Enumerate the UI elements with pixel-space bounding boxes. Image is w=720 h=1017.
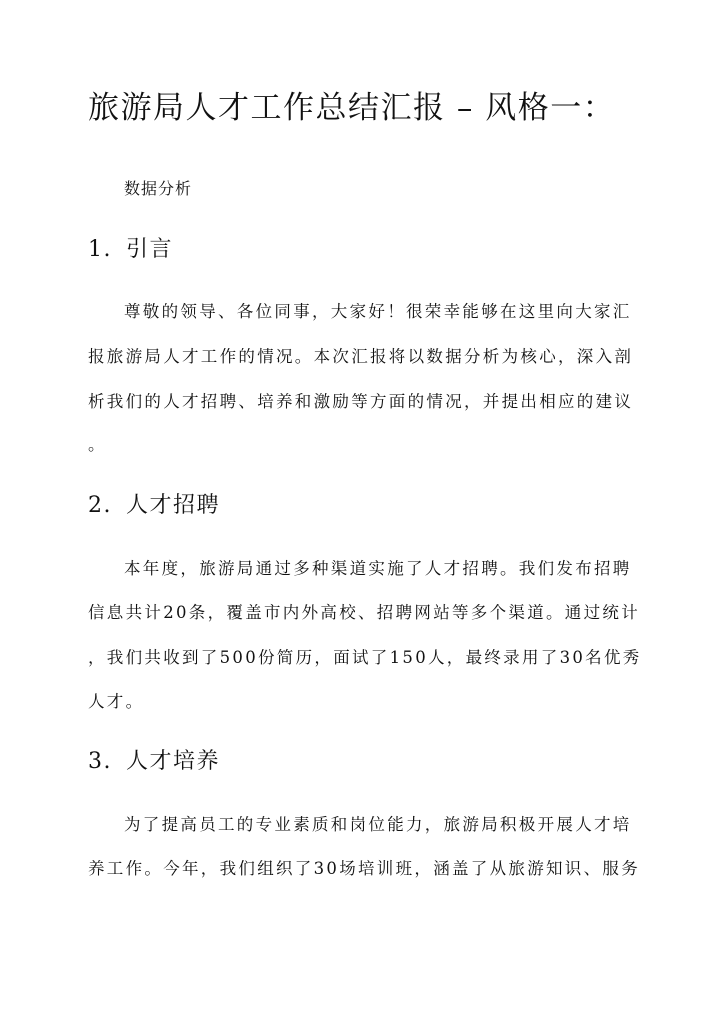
paragraph-line: 养工作。今年，我们组织了30场培训班，涵盖了从旅游知识、服务 [88, 859, 640, 878]
paragraph-line: 报旅游局人才工作的情况。本次汇报将以数据分析为核心，深入剖 [88, 347, 634, 366]
section-number: 2. [88, 493, 112, 518]
paragraph-line: 。 [88, 435, 107, 454]
document-title: 旅游局人才工作总结汇报 – 风格一： [88, 90, 616, 126]
paragraph-line: 尊敬的领导、各位同事，大家好！很荣幸能够在这里向大家汇 [124, 302, 632, 321]
document-subtitle: 数据分析 [124, 179, 193, 198]
section-title: 人才培养 [126, 749, 221, 774]
section-title: 人才招聘 [126, 493, 221, 518]
section-number: 3. [88, 749, 112, 774]
section-number: 1. [88, 237, 112, 262]
paragraph-line: 为了提高员工的专业素质和岗位能力，旅游局积极开展人才培 [124, 815, 632, 834]
section-heading-recruitment [88, 488, 220, 519]
section-heading-training [88, 744, 220, 775]
paragraph-line: 析我们的人才招聘、培养和激励等方面的情况，并提出相应的建议 [88, 392, 634, 411]
paragraph-line: 本年度，旅游局通过多种渠道实施了人才招聘。我们发布招聘 [124, 559, 632, 578]
paragraph-line: 人才。 [88, 692, 145, 711]
paragraph-line: 信息共计20条，覆盖市内外高校、招聘网站等多个渠道。通过统计 [88, 603, 640, 622]
section-heading-intro [88, 232, 173, 263]
paragraph-line: ，我们共收到了500份简历，面试了150人，最终录用了30名优秀 [88, 648, 642, 667]
section-title: 引言 [126, 237, 174, 262]
